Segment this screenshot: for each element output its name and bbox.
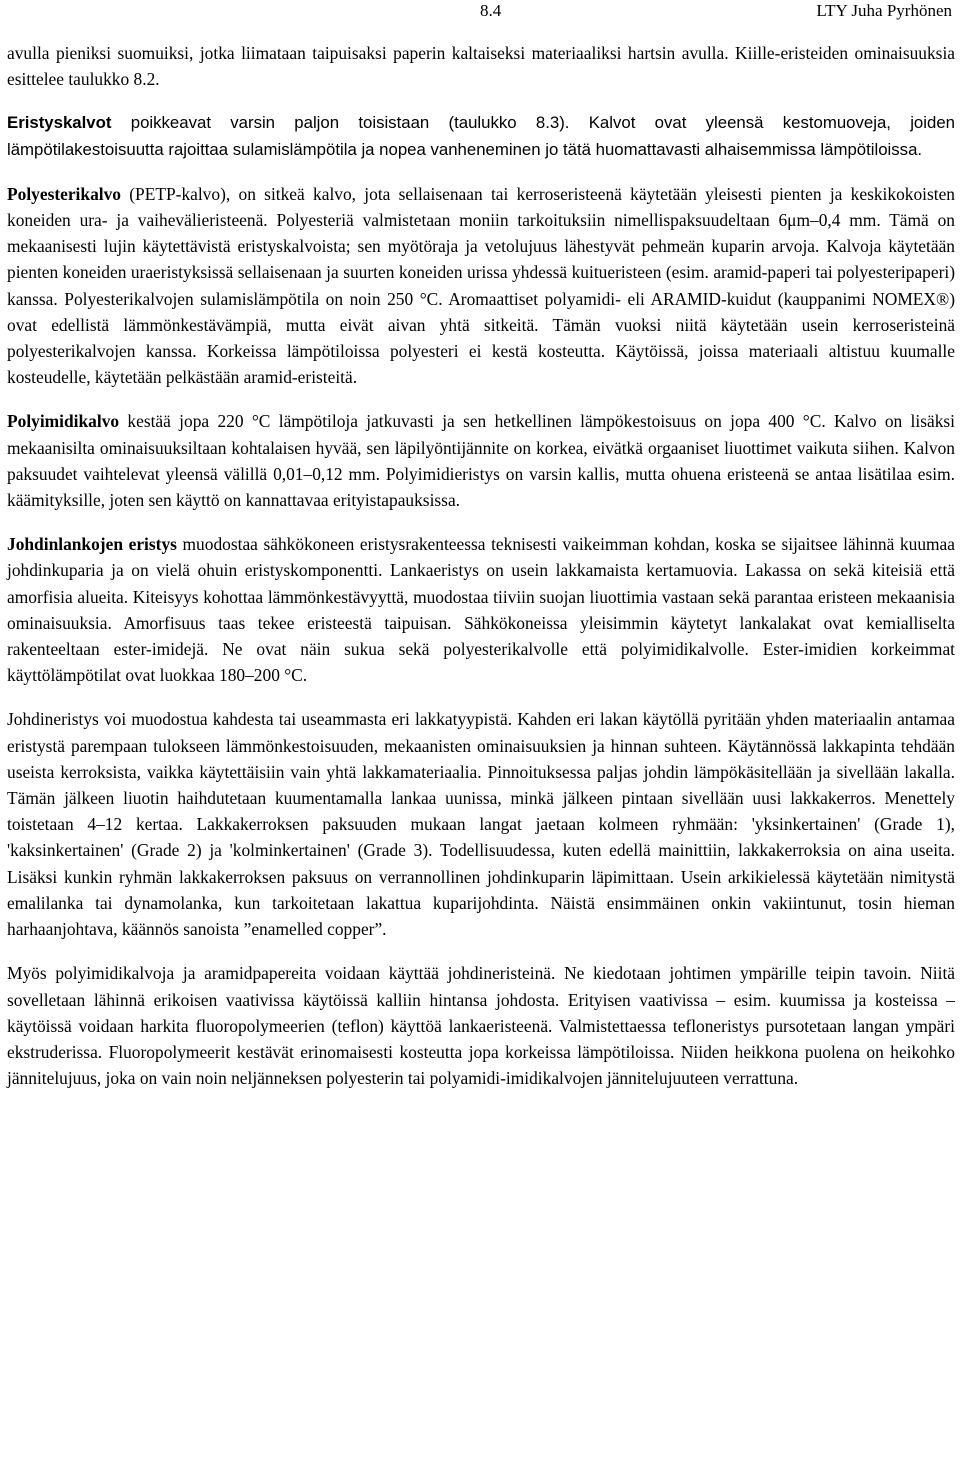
paragraph-polyimidikalvoja — [7, 960, 955, 1091]
paragraph-text: Johdineristys voi muodostua kahdesta tai useammasta eri lakkatyypistä. Kahden eri lakan käytöllä pyritään yhden materiaalin antamaa eristystä parempaan tulokseen lämmönkestoisuuden, mekaanisten ominaisuuksien ja hinnan suhteen. Käytännössä lakkapinta tehdään useista kerroksista, vaikka käytettäisiin vain yhtä lakkamateriaalia. Pinnoituksessa paljas johdin lämpökäsitellään ja sivellään lakalla. Tämän jälkeen liuotin haihdutetaan kuumentamalla lankaa uunissa, minkä jälkeen pintaan sivellään uusi lakkakerros. Menettely toistetaan 4–12 kertaa. Lakkakerroksen paksuuden mukaan langat jaetaan kolmeen ryhmään: 'yksinkertainen' (Grade 1), 'kaksinkertainen' (Grade 2) ja 'kolminkertainen' (Grade 3). Todellisuudessa, kuten edellä mainittiin, lakkakerroksia on aina useita. Lisäksi kunkin ryhmän lakkakerroksen paksuus on verrannollinen johdinkuparin läpimittaan. Usein arkikielessä käytetään nimitystä emalilanka tai dynamolanka, kun tarkoitetaan lakattua kuparijohdinta. Näistä ensimmäinen onkin vakiintunut, tosin hieman harhaanjohtava, käännös sanoista ”enamelled copper”. — [7, 709, 955, 940]
paragraph-lead: Eristyskalvot — [7, 113, 112, 133]
paragraph-polyimidikalvo — [7, 408, 955, 513]
paragraph-intro — [7, 40, 955, 92]
paragraph-text: poikkeavat varsin paljon toisistaan (taulukko 8.3). Kalvot ovat yleensä kestomuoveja, joiden lämpötilakestoisuutta rajoittaa sulamislämpötila ja nopea vanheneminen jo tätä huomattavasti alhaisemmissa lämpötiloissa. — [7, 113, 955, 159]
paragraph-lead: Polyimidikalvo — [7, 411, 120, 432]
paragraph-text: muodostaa sähkökoneen eristysrakenteessa teknisesti vaikeimman kohdan, koska se sijaitsee lähinnä kuumaa johdinkuparia ja on vielä ohuin eristyskomponentti. Lankaeristys on usein lakkamaista kertamuovia. Lakassa on sekä kiteisiä että amorfisia alueita. Kiteisyys kohottaa lämmönkestävyyttä, muodostaa tiiviin suojan liuottimia vastaan sekä parantaa eristeen mekaanisia ominaisuuksia. Amorfisuus taas tekee eristeestä taipuisan. Sähkökoneissa yleisimmin käytetyt lankalakat ovat kemialliselta rakenteeltaan ester-imidejä. Ne ovat näin sukua sekä polyesterikalvolle että polyimidikalvolle. Ester-imidien korkeimmat käyttölämpötilat ovat luokkaa 180–200 °C. — [7, 534, 955, 686]
paragraph-lead: Polyesterikalvo — [7, 183, 121, 204]
paragraph-lead: Johdinlankojen eristys — [7, 534, 177, 555]
paragraph-polyesterikalvo — [7, 181, 955, 391]
page-header — [0, 0, 960, 26]
document-body — [7, 40, 955, 1109]
paragraph-text: avulla pieniksi suomuiksi, jotka liimataan taipuisaksi paperin kaltaiseksi materiaaliksi hartsin avulla. Kiille-eristeiden ominaisuuksia esittelee taulukko 8.2. — [7, 43, 955, 90]
paragraph-johdinlankojen-eristys — [7, 531, 955, 688]
paragraph-eristyskalvot — [7, 110, 955, 162]
paragraph-text: kestää jopa 220 °C lämpötiloja jatkuvasti ja sen hetkellinen lämpökestoisuus on jopa 400 °C. Kalvo on lisäksi mekaanisilta ominaisuuksiltaan kohtalaisen hyvää, sen läpilyöntijännite on korkea, eivätkä orgaaniset liuottimet vaikuta siihen. Kalvon paksuudet vaihtelevat yleensä välillä 0,01–0,12 mm. Polyimidieristys on varsin kallis, mutta ohuena eristeenä se antaa lisätilaa esim. käämityksille, joten sen käyttö on kannattavaa erityistapauksissa. — [7, 411, 955, 511]
paragraph-johdineristys — [7, 706, 955, 942]
header-author: LTY Juha Pyrhönen — [816, 1, 952, 20]
paragraph-text: (PETP-kalvo), on sitkeä kalvo, jota sellaisenaan tai kerroseristeenä käytetään yleisesti pienten ja keskikokoisten koneiden ura- ja vaihevälieristeenä. Polyesteriä valmistetaan moniin tarkoituksiin nimellispaksuudeltaan 6μm–0,4 mm. Tämä on mekaanisesti lujin käytettävistä eristyskalvoista; sen myötöraja ja vetolujuus lähestyvät pehmeän kuparin arvoja. Kalvoja käytetään pienten koneiden uraeristyksissä sellaisenaan ja suurten koneiden urissa yhdessä kuitueristeen (esim. aramid-paperi tai polyesteripaperi) kanssa. Polyesterikalvojen sulamislämpötila on noin 250 °C. Aromaattiset polyamidi- eli ARAMID-kuidut (kauppanimi NOMEX®) ovat edellistä lämmönkestävämpiä, mutta eivät aivan yhtä sitkeitä. Tämän vuoksi niitä käytetään usein kerroseristeinä polyesterikalvojen kanssa. Korkeissa lämpötiloissa polyesteri ei kestä kosteutta. Käytöissä, joissa materiaali altistuu kuumalle kosteudelle, käytetään pelkästään aramid-eristeitä. — [7, 183, 955, 388]
paragraph-text: Myös polyimidikalvoja ja aramidpapereita voidaan käyttää johdineristeinä. Ne kiedotaan johtimen ympärille teipin tavoin. Niitä sovelletaan lähinnä erikoisen vaativissa käytöissä kalliin hintansa johdosta. Erityisen vaativissa – esim. kuumissa ja kosteissa – käytöissä voidaan harkita fluoropolymeerien (teflon) käyttöä lankaeristeenä. Valmistettaessa tefloneristys pursotetaan langan ympäri ekstruderissa. Fluoropolymeerit kestävät erinomaisesti kosteutta jopa korkeissa lämpötiloissa. Niiden heikkona puolena on heikohko jännitelujuus, joka on vain noin neljänneksen polyesterin tai polyamidi-imidikalvojen jännitelujuuteen verrattuna. — [7, 963, 955, 1089]
page-number: 8.4 — [480, 1, 502, 20]
